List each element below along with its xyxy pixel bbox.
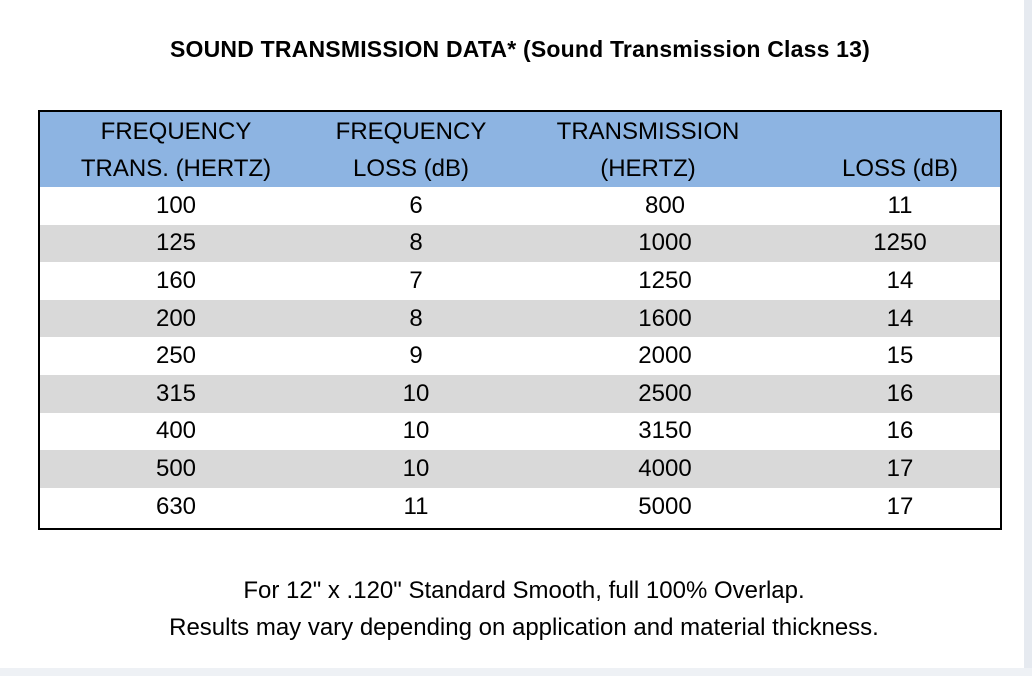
table-cell: 250 xyxy=(155,342,197,370)
page-title: SOUND TRANSMISSION DATA* (Sound Transmission Class 13) xyxy=(169,36,871,62)
table-cell: 1250 xyxy=(638,266,692,294)
table-cell: 400 xyxy=(155,417,197,445)
table-header-row xyxy=(40,112,1000,187)
table-cell: 17 xyxy=(886,492,914,520)
frame-edge xyxy=(1024,0,1032,676)
table-cell: 6 xyxy=(409,191,423,219)
table-cell: 800 xyxy=(644,191,686,219)
table-cell: 630 xyxy=(155,492,197,520)
header-line: FREQUENCY xyxy=(335,118,487,145)
header-cell xyxy=(540,112,780,187)
table-row xyxy=(40,262,1000,300)
table-cell: 10 xyxy=(402,379,430,407)
table-cell: 100 xyxy=(155,191,197,219)
table-cell: 16 xyxy=(886,379,914,407)
table-row xyxy=(40,337,1000,375)
table-cell: 5000 xyxy=(638,492,692,520)
table-cell: 15 xyxy=(886,342,914,370)
table-row xyxy=(40,413,1000,451)
footnote-line: Results may vary depending on application and material thickness. xyxy=(169,614,879,641)
header-line xyxy=(800,113,1000,150)
table-cell: 500 xyxy=(155,454,197,482)
header-line: LOSS (dB) xyxy=(352,155,470,182)
table-cell: 10 xyxy=(402,417,430,445)
footnote xyxy=(0,572,1032,646)
table-cell: 1000 xyxy=(638,229,692,257)
table-row xyxy=(40,225,1000,263)
footnote-line: For 12" x .120" Standard Smooth, full 100% Overlap. xyxy=(243,577,805,604)
table-cell: 9 xyxy=(409,342,423,370)
table-row xyxy=(40,300,1000,338)
table-cell: 14 xyxy=(886,266,914,294)
table-row xyxy=(40,375,1000,413)
table-row xyxy=(40,450,1000,488)
sound-transmission-table xyxy=(38,110,1002,530)
header-cell xyxy=(780,112,1000,187)
header-cell xyxy=(40,112,330,187)
header-line: FREQUENCY xyxy=(100,118,252,145)
table-cell: 16 xyxy=(886,417,914,445)
table-cell: 10 xyxy=(402,454,430,482)
table-cell: 200 xyxy=(155,304,197,332)
table-cell: 11 xyxy=(887,191,913,219)
header-line: LOSS (dB) xyxy=(841,155,959,182)
table-cell: 8 xyxy=(409,304,423,332)
table-cell: 1600 xyxy=(638,304,692,332)
data-table xyxy=(40,112,1000,525)
table-cell: 8 xyxy=(409,229,423,257)
table-cell: 11 xyxy=(403,492,429,520)
table-cell: 125 xyxy=(155,229,197,257)
header-line: TRANSMISSION xyxy=(556,118,740,145)
table-cell: 2500 xyxy=(638,379,692,407)
table-row xyxy=(40,488,1000,526)
table-cell: 3150 xyxy=(638,417,692,445)
table-cell: 160 xyxy=(155,266,197,294)
table-cell: 14 xyxy=(886,304,914,332)
header-line: TRANS. (HERTZ) xyxy=(80,155,272,182)
table-cell: 17 xyxy=(886,454,914,482)
frame-edge xyxy=(0,668,1032,676)
table-cell: 7 xyxy=(409,266,423,294)
table-cell: 315 xyxy=(155,379,197,407)
table-row xyxy=(40,187,1000,225)
table-cell: 2000 xyxy=(638,342,692,370)
table-cell: 4000 xyxy=(638,454,692,482)
header-line: (HERTZ) xyxy=(600,155,696,182)
table-cell: 1250 xyxy=(873,229,927,257)
header-cell xyxy=(330,112,540,187)
table-body xyxy=(40,187,1000,525)
